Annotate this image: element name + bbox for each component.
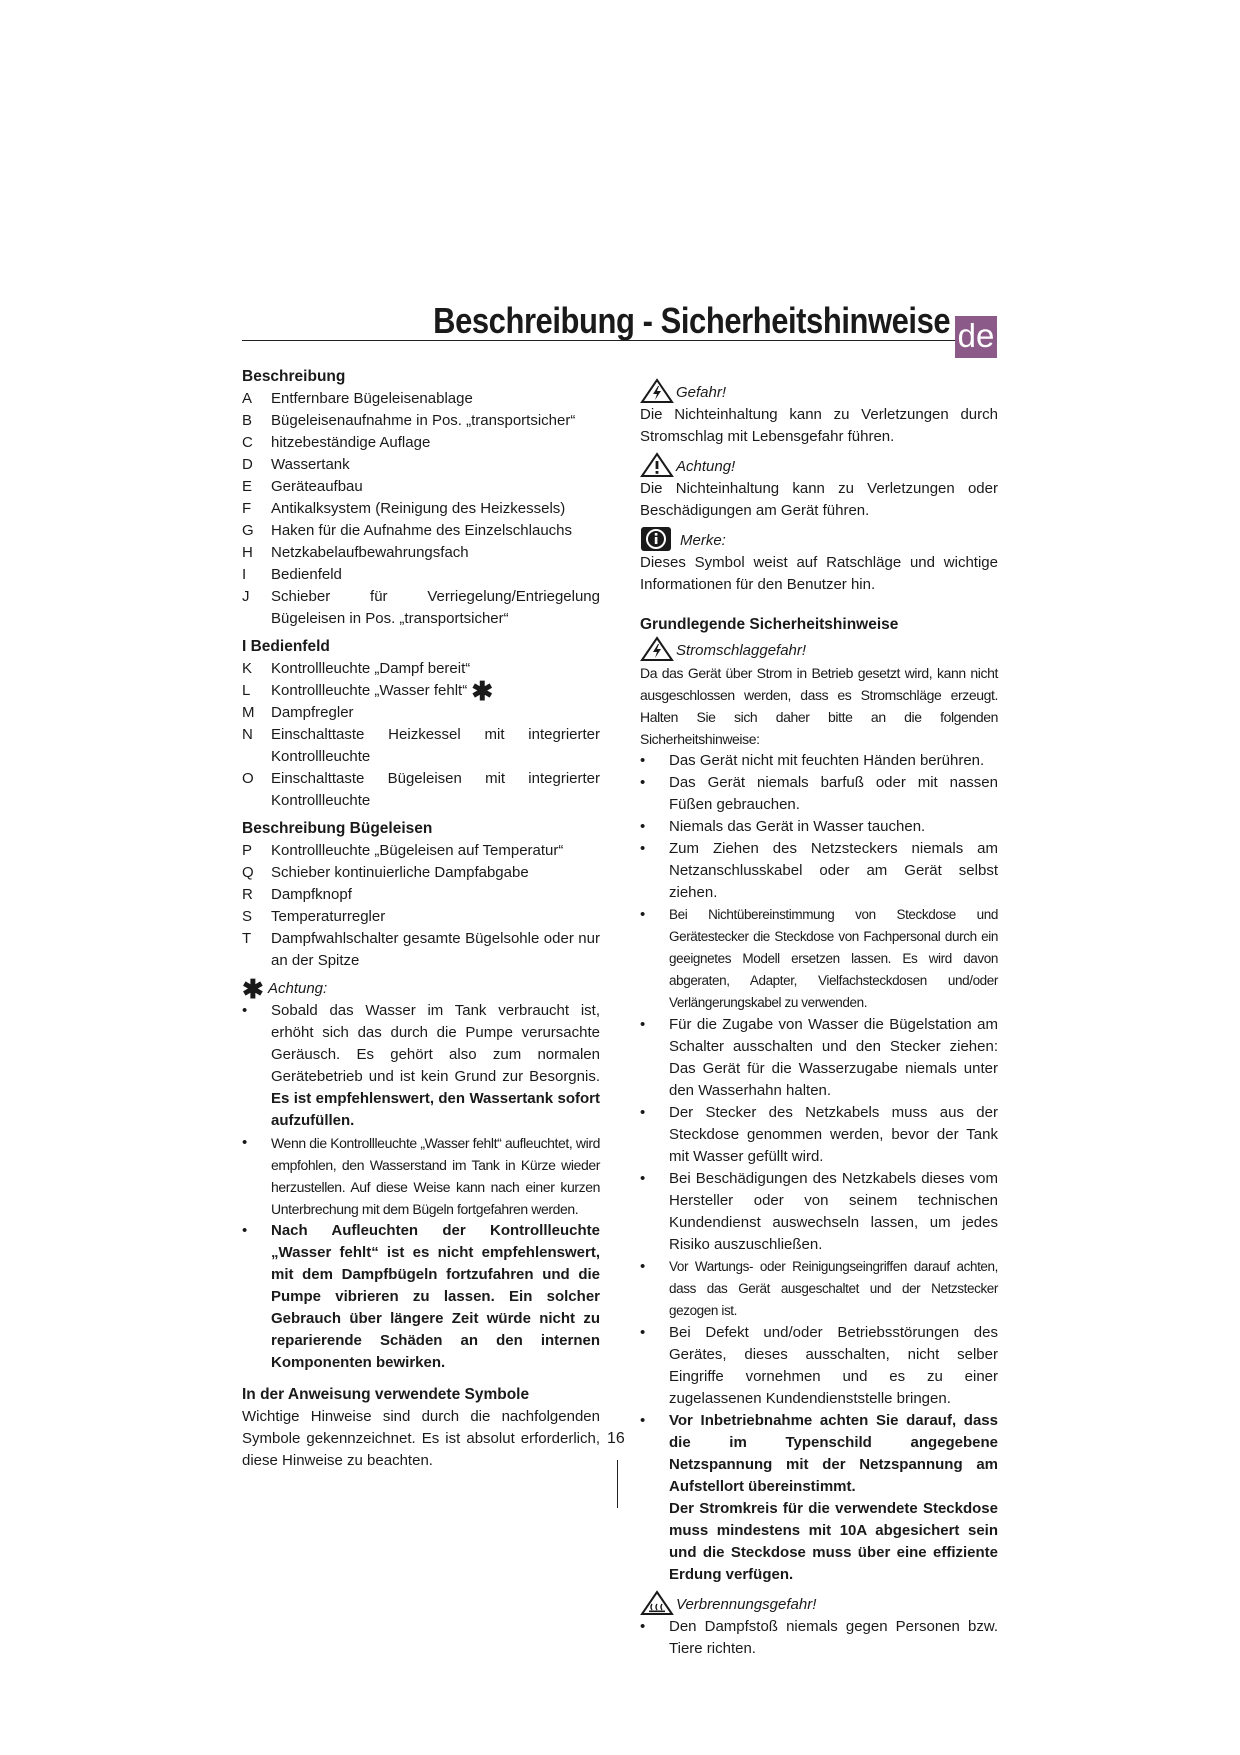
item-bold-text: Es ist empfehlenswert, den Wassertank sofort aufzufüllen. [271, 1090, 600, 1130]
list-item [640, 1014, 998, 1102]
page-number-rule [617, 1460, 618, 1508]
list-item [640, 772, 998, 816]
item-text: Kontrollleuchte „Bügeleisen auf Temperatur“ [271, 842, 564, 860]
achtung-text: Die Nichteinhaltung kann zu Verletzungen oder Beschädigungen am Gerät führen. [640, 480, 998, 519]
page-title: Beschreibung - Sicherheitshinweise [432, 300, 950, 341]
strom-bullets [640, 750, 998, 1586]
item-bold-text: Vor Inbetriebnahme achten Sie darauf, dass die im Typenschild angegebene Netzspannung mit der Netzspannung am Aufstellort übereinstimmt. [669, 1412, 998, 1495]
bullet-mark: • [640, 1412, 646, 1429]
gefahr-row [640, 378, 998, 404]
list-item [242, 676, 600, 707]
list-item [242, 906, 600, 928]
beschreibung-heading: Beschreibung [242, 368, 346, 385]
grund-heading: Grundlegende Sicherheitshinweise [640, 616, 899, 633]
bullet-mark: • [640, 752, 646, 769]
list-item [242, 476, 600, 498]
list-item [242, 564, 600, 586]
list-item [242, 388, 600, 410]
item-letter: T [242, 930, 252, 948]
list-item [242, 768, 600, 812]
bullet-mark: • [242, 1222, 248, 1240]
strom-text: Da das Gerät über Strom in Betrieb gesetzt wird, kann nicht ausgeschlossen werden, dass es Stromschläge erzeugt. Halten Sie sich daher bitte an die folgenden Sicherheitshinweise: [640, 665, 998, 747]
list-item [242, 702, 600, 724]
item-text: Dampfwahlschalter gesamte Bügelsohle oder nur an der Spitze [271, 930, 600, 970]
hot-surface-warning-icon [640, 1590, 674, 1616]
item-letter: H [242, 544, 253, 561]
list-item [640, 816, 998, 838]
bullet-mark: • [640, 1016, 646, 1033]
list-item [640, 904, 998, 1014]
item-letter: E [242, 478, 253, 495]
warning-icon [640, 452, 674, 478]
item-text: Entfernbare Bügeleisenablage [271, 390, 473, 407]
language-badge: de [955, 316, 997, 358]
item-letter: N [242, 726, 253, 744]
page-number: 16 [607, 1430, 625, 1447]
item-text: Netzkabelaufbewahrungsfach [271, 544, 469, 561]
bullet-mark: • [640, 1618, 646, 1635]
item-letter: F [242, 500, 252, 517]
item-text: Bei Defekt und/oder Betriebsstörungen des Gerätes, dieses ausschalten, nicht selber Eingriffe vornehmen und es zu einer zugelassenen Kundendienststelle bringen. [669, 1324, 998, 1407]
item-letter: S [242, 908, 253, 926]
symbole-heading: In der Anweisung verwendete Symbole [242, 1386, 530, 1404]
item-letter: Q [242, 864, 254, 882]
list-item [640, 750, 998, 772]
list-item [242, 410, 600, 432]
list-item [242, 658, 600, 680]
bullet-mark: • [640, 1170, 646, 1187]
bullet-mark: • [640, 818, 646, 835]
list-item [640, 1256, 998, 1322]
item-letter: P [242, 842, 253, 860]
achtung-label-row [242, 974, 600, 1005]
buegeleisen-heading: Beschreibung Bügeleisen [242, 820, 433, 838]
verbrennung-row [640, 1590, 998, 1616]
list-item [242, 498, 600, 520]
item-bold-text: Der Stromkreis für die verwendete Steckdose muss mindestens mit 10A abgesichert sein und die Steckdose muss über eine effiziente Erdung verfügen. [669, 1500, 998, 1583]
buegeleisen-list [242, 840, 600, 972]
bullet-mark: • [242, 1134, 248, 1152]
list-item [640, 1616, 998, 1660]
item-text: Haken für die Aufnahme des Einzelschlauchs [271, 522, 573, 539]
item-text: Schieber für Verriegelung/Entriegelung Bügeleisen in Pos. „transportsicher“ [271, 588, 600, 627]
item-text: Bügeleisenaufnahme in Pos. „transportsicher“ [271, 412, 576, 429]
list-item [640, 1410, 998, 1586]
item-text: Wenn die Kontrollleuchte „Wasser fehlt“ aufleuchtet, wird empfohlen, den Wasserstand im Tank in Kürze wieder herzustellen. Auf diese Weise kann nach einer kurzen Unterbrechung mit dem Bügeln fortgefahren werden. [271, 1135, 600, 1218]
list-item [640, 1168, 998, 1256]
list-item [242, 1000, 600, 1132]
bullet-mark: • [242, 1002, 248, 1020]
list-item [242, 862, 600, 884]
item-text: Kontrollleuchte „Wasser fehlt“ [271, 682, 468, 699]
achtung-label: Achtung: [267, 980, 328, 998]
list-item [242, 1220, 600, 1374]
bedienfeld-heading: I Bedienfeld [242, 638, 330, 655]
bullet-mark: • [640, 774, 646, 791]
item-text: hitzebeständige Auflage [271, 434, 431, 451]
symbole-text: Wichtige Hinweise sind durch die nachfolgenden Symbole gekennzeichnet. Es ist absolut erforderlich, diese Hinweise zu beachten. [242, 1408, 600, 1470]
item-letter: K [242, 660, 253, 677]
item-text: Schieber kontinuierliche Dampfabgabe [271, 864, 529, 882]
achtung-label: Achtung! [676, 458, 736, 475]
bullet-mark: • [640, 1324, 646, 1341]
list-item [242, 520, 600, 542]
achtung-bullets [242, 1000, 600, 1374]
list-item [242, 432, 600, 454]
list-item [242, 454, 600, 476]
item-letter: C [242, 434, 253, 451]
electric-warning-icon [640, 378, 674, 404]
item-letter: B [242, 412, 253, 429]
list-item [242, 542, 600, 564]
item-text: Dampfknopf [271, 886, 352, 904]
bullet-mark: • [640, 1258, 646, 1275]
item-text: Bei Beschädigungen des Netzkabels dieses vom Hersteller oder von seinem technischen Kundendienst auswechseln lassen, um jedes Risiko auszuschließen. [669, 1170, 998, 1253]
list-item [640, 1322, 998, 1410]
item-text: Das Gerät niemals barfuß oder mit nassen Füßen gebrauchen. [669, 774, 998, 813]
item-text: Einschalttaste Bügeleisen mit integrierter Kontrollleuchte [271, 770, 600, 810]
item-text: Das Gerät nicht mit feuchten Händen berühren. [669, 752, 985, 769]
item-text: Für die Zugabe von Wasser die Bügelstation am Schalter ausschalten und den Stecker ziehen: Das Gerät für die Wasserzugabe niemals unter den Wasserhahn halten. [669, 1016, 998, 1099]
item-letter: O [242, 770, 254, 788]
item-text: Dampfregler [271, 704, 354, 722]
verbrennung-bullets [640, 1616, 998, 1660]
strom-row [640, 636, 998, 662]
item-text: Bedienfeld [271, 566, 342, 583]
strom-label: Stromschlaggefahr! [676, 642, 807, 659]
item-text: Kontrollleuchte „Dampf bereit“ [271, 660, 471, 677]
item-text: Temperaturregler [271, 908, 386, 926]
bullet-mark: • [640, 1104, 646, 1121]
list-item [242, 840, 600, 862]
gefahr-label: Gefahr! [676, 384, 727, 401]
item-text: Wassertank [271, 456, 350, 473]
item-bold-text: Nach Aufleuchten der Kontrollleuchte „Wasser fehlt“ ist es nicht empfehlenswert, mit dem Dampfbügeln fortzufahren und die Pumpe vibrieren zu lassen. Ein solcher Gebrauch über längere Zeit würde nicht zu reparierende Schäden an den internen Komponenten bewirken. [271, 1222, 600, 1372]
item-text: Einschalttaste Heizkessel mit integrierter Kontrollleuchte [271, 726, 600, 766]
bullet-mark: • [640, 840, 646, 857]
item-text: Antikalksystem (Reinigung des Heizkessels) [271, 500, 566, 517]
list-item [242, 586, 600, 630]
achtung-row [640, 452, 998, 478]
list-item [640, 838, 998, 904]
item-letter: L [242, 682, 251, 699]
item-letter: I [242, 566, 247, 583]
bullet-mark: • [640, 906, 646, 923]
item-text: Bei Nichtübereinstimmung von Steckdose und Gerätestecker die Steckdose von Fachpersonal durch ein geeignetes Modell ersetzen lassen. Es wird davon abgeraten, Adapter, Vielfachsteckdosen und/oder Verlängerungskabel zu verwenden. [669, 907, 998, 1010]
right-column [640, 378, 998, 1660]
item-letter: A [242, 390, 253, 407]
list-item [242, 928, 600, 972]
item-letter: M [242, 704, 255, 722]
merke-row [640, 526, 998, 552]
item-text: Der Stecker des Netzkabels muss aus der Steckdose genommen werden, bevor der Tank mit Wasser gefüllt wird. [669, 1104, 998, 1165]
beschreibung-list [242, 388, 600, 630]
verbrennung-label: Verbrennungsgefahr! [676, 1596, 817, 1613]
list-item [640, 1102, 998, 1168]
item-letter: D [242, 456, 253, 473]
item-text: Den Dampfstoß niemals gegen Personen bzw. Tiere richten. [669, 1618, 998, 1657]
item-text: Vor Wartungs- oder Reinigungseingriffen darauf achten, dass das Gerät ausgeschaltet und der Netzstecker gezogen ist. [669, 1259, 998, 1318]
info-icon [640, 526, 674, 552]
asterisk-icon: ✱ [242, 974, 264, 1005]
item-letter: R [242, 886, 253, 904]
merke-text: Dieses Symbol weist auf Ratschläge und wichtige Informationen für den Benutzer hin. [640, 554, 998, 593]
item-text: Niemals das Gerät in Wasser tauchen. [669, 818, 926, 835]
asterisk-icon: ✱ [471, 676, 494, 707]
item-text: Geräteaufbau [271, 478, 363, 495]
item-text: Sobald das Wasser im Tank verbraucht ist, erhöht sich das durch die Pumpe verursachte Geräusch. Es gehört also zum normalen Gerätebetrieb und ist kein Grund zur Besorgnis. [271, 1002, 600, 1086]
left-column [242, 366, 600, 1472]
item-letter: J [242, 588, 250, 605]
list-item [242, 884, 600, 906]
item-text: Zum Ziehen des Netzsteckers niemals am Netzanschlusskabel oder am Gerät selbst ziehen. [669, 840, 998, 901]
gefahr-text: Die Nichteinhaltung kann zu Verletzungen durch Stromschlag mit Lebensgefahr führen. [640, 406, 998, 445]
merke-label: Merke: [680, 532, 726, 549]
list-item [242, 1132, 600, 1220]
bedienfeld-list [242, 658, 600, 812]
list-item [242, 724, 600, 768]
item-letter: G [242, 522, 254, 539]
electric-warning-icon [640, 636, 674, 662]
